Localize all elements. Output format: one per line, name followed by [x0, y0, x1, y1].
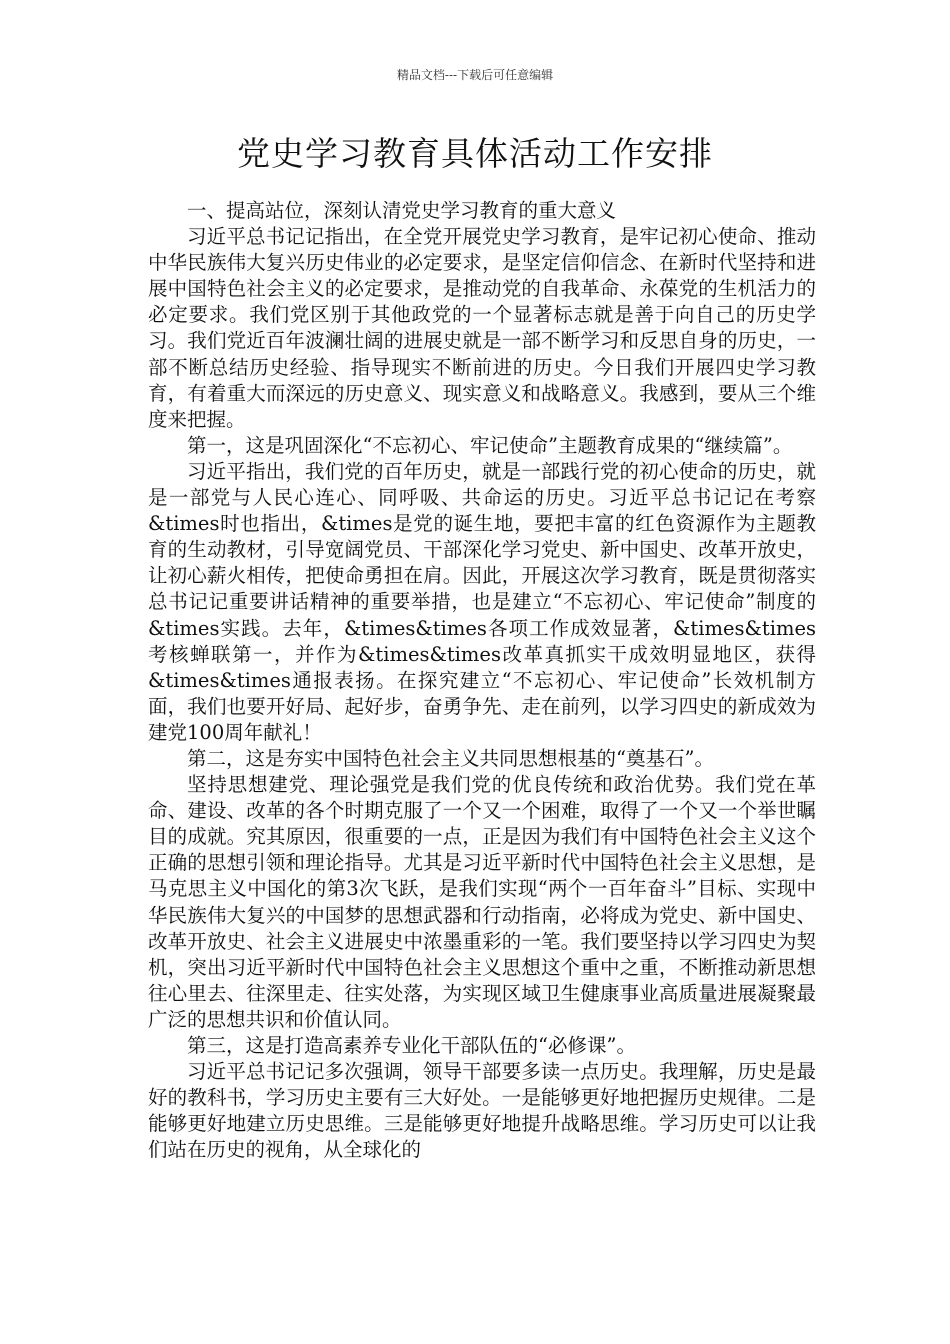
- point-heading-1: 第一，这是巩固深化“不忘初心、牢记使命”主题教育成果的“继续篇”。: [187, 433, 793, 457]
- body-paragraph: 习近平总书记记多次强调，领导干部要多读一点历史。我理解，历史是最好的教科书，学习历史主要有三大好处。一是能够更好地把握历史规律。二是能够更好地建立历史思维。三是能够更好地提升战略思维。学习历史可以让我们站在历史的视角，从全球化的: [148, 1060, 816, 1162]
- body-paragraph: 习近平总书记记指出，在全党开展党史学习教育，是牢记初心使命、推动中华民族伟大复兴历史伟业的必定要求，是坚定信仰信念、在新时代坚持和进展中国特色社会主义的必定要求，是推动党的自我革命、永葆党的生机活力的必定要求。我们党区别于其他政党的一个显著标志就是善于向自己的历史学习。我们党近百年波澜壮阔的进展史就是一部不断学习和反思自身的历史，一部不断总结历史经验、指导现实不断前进的历史。今日我们开展四史学习教育，有着重大而深远的历史意义、现实意义和战略意义。我感到，要从三个维度来把握。: [148, 225, 816, 431]
- section-heading-1: 一、提高站位，深刻认清党史学习教育的重大意义: [187, 199, 617, 222]
- body-paragraph: 坚持思想建党、理论强党是我们党的优良传统和政治优势。我们党在革命、建设、改革的各个时期克服了一个又一个困难，取得了一个又一个举世瞩目的成就。究其原因，很重要的一点，正是因为我们有中国特色社会主义这个正确的思想引领和理论指导。尤其是习近平新时代中国特色社会主义思想，是马克思主义中国化的第3次飞跃，是我们实现“两个一百年奋斗”目标、实现中华民族伟大复兴的中国梦的思想武器和行动指南，必将成为党史、新中国史、改革开放史、社会主义进展史中浓墨重彩的一笔。我们要坚持以学习四史为契机，突出习近平新时代中国特色社会主义思想这个重中之重，不断推动新思想往心里去、往深里走、往实处落，为实现区域卫生健康事业高质量进展凝聚最广泛的思想共识和价值认同。: [148, 773, 816, 1031]
- point-heading-3: 第三，这是打造高素养专业化干部队伍的“必修课”。: [187, 1034, 636, 1057]
- document-body: [148, 198, 816, 1163]
- point-heading-2: 第二，这是夯实中国特色社会主义共同思想根基的“奠基石”。: [187, 746, 714, 770]
- body-paragraph: 习近平指出，我们党的百年历史，就是一部践行党的初心使命的历史，就是一部党与人民心连心、同呼吸、共命运的历史。习近平总书记记在考察&times时也指出，&times是党的诞生地，要把丰富的红色资源作为主题教育的生动教材，引导宽阔党员、干部深化学习党史、新中国史、改革开放史，让初心薪火相传，把使命勇担在肩。因此，开展这次学习教育，既是贯彻落实总书记记重要讲话精神的重要举措，也是建立“不忘初心、牢记使命”制度的&times实践。去年，&times&times各项工作成效显著，&times&times考核蝉联第一，并作为&times&times改革真抓实干成效明显地区，获得&times&times通报表扬。在探究建立“不忘初心、牢记使命”长效机制方面，我们也要开好局、起好步，奋勇争先、走在前列，以学习四史的新成效为建党100周年献礼！: [148, 459, 816, 744]
- header-note: 精品文档---下载后可任意编辑: [396, 68, 554, 82]
- document-title: 党史学习教育具体活动工作安排: [237, 134, 713, 173]
